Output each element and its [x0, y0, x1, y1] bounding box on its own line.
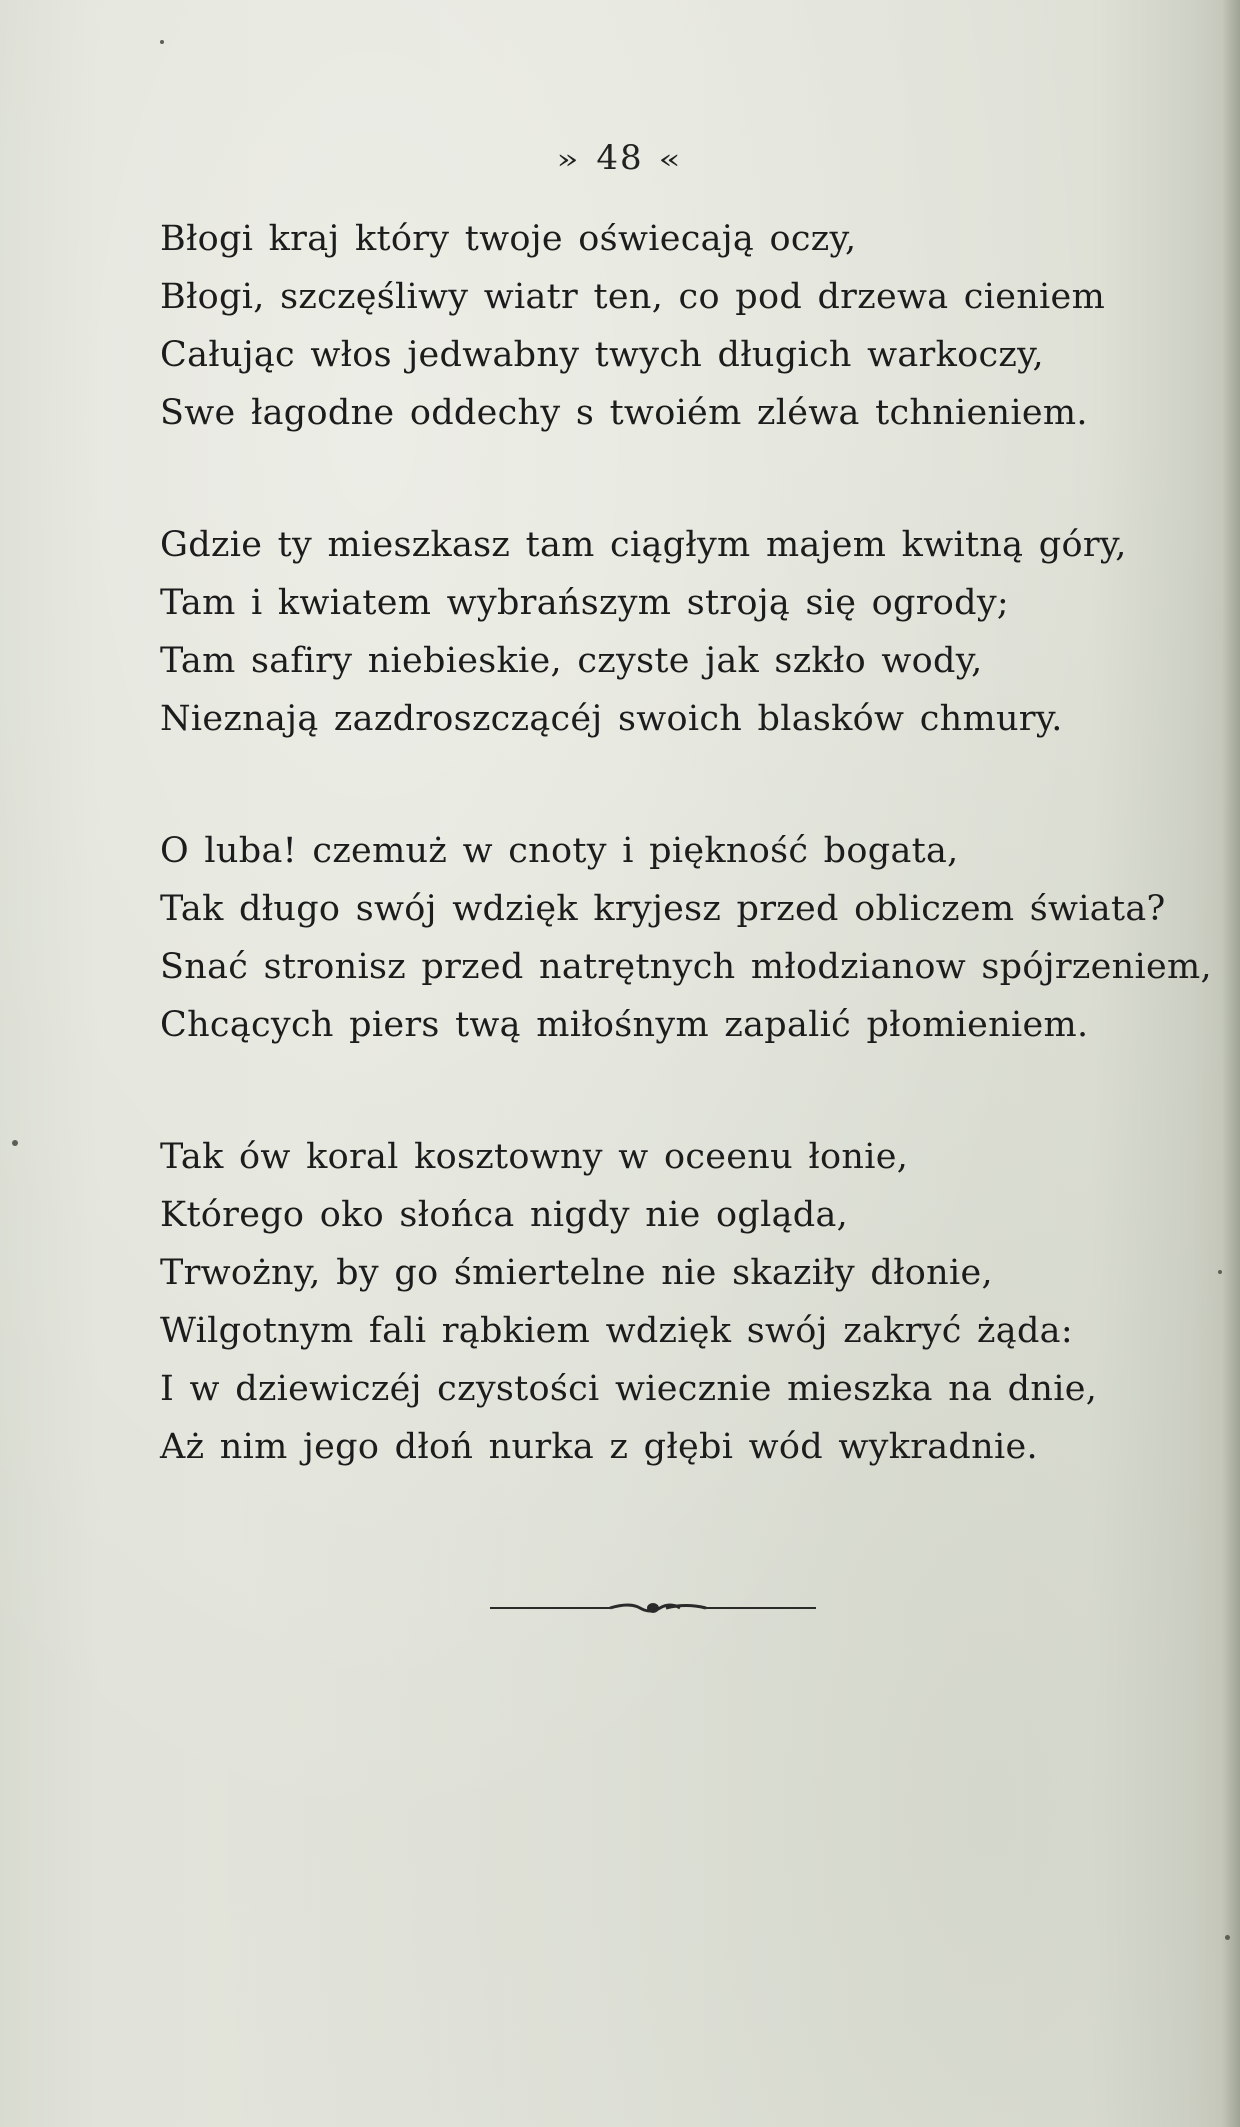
- ornament-left: »: [556, 145, 582, 175]
- verse-line: Błogi, szczęśliwy wiatr ten, co pod drzewa cieniem: [160, 277, 1106, 317]
- page-edge-shadow: [1222, 0, 1240, 2127]
- verse-line: Całując włos jedwabny twych długich warkoczy,: [160, 335, 1044, 375]
- paper-speck: [1225, 1935, 1230, 1940]
- verse-line: Wilgotnym fali rąbkiem wdzięk swój zakryć żąda:: [160, 1311, 1073, 1351]
- verse-line: O luba! czemuż w cnoty i piękność bogata,: [160, 831, 959, 871]
- verse-line: Snać stronisz przed natrętnych młodzianow spójrzeniem,: [160, 947, 1212, 987]
- page-number: 48: [596, 138, 644, 178]
- verse-line: Tam safiry niebieskie, czyste jak szkło wody,: [160, 641, 983, 681]
- stanza-1: [160, 210, 1180, 442]
- ornament-right: «: [658, 145, 684, 175]
- verse-line: Tak długo swój wdzięk kryjesz przed obliczem świata?: [160, 889, 1166, 929]
- verse-line: Błogi kraj który twoje oświecają oczy,: [160, 219, 857, 259]
- page-header: [0, 138, 1240, 178]
- verse-line: I w dziewiczéj czystości wiecznie mieszka na dnie,: [160, 1369, 1098, 1409]
- verse-line: Swe łagodne oddechy s twoiém zléwa tchnieniem.: [160, 393, 1088, 433]
- verse-line: Nieznają zazdroszczącéj swoich blasków chmury.: [160, 699, 1063, 739]
- verse-line: Aż nim jego dłoń nurka z głębi wód wykradnie.: [160, 1427, 1038, 1467]
- poem-body: [160, 210, 1212, 1550]
- paper-speck: [12, 1140, 18, 1146]
- verse-line: Którego oko słońca nigdy nie ogląda,: [160, 1195, 849, 1235]
- stanza-2: [160, 516, 1180, 748]
- verse-line: Tam i kwiatem wybrańszym stroją się ogrody;: [160, 583, 1010, 623]
- paper-speck: [160, 40, 164, 44]
- verse-line: Trwożny, by go śmiertelne nie skaziły dłonie,: [160, 1253, 993, 1293]
- stanza-3: [160, 822, 1212, 1054]
- verse-line: Tak ów koral kosztowny w oceenu łonie,: [160, 1137, 909, 1177]
- paper-speck: [1218, 1270, 1222, 1274]
- verse-line: Gdzie ty mieszkasz tam ciągłym majem kwitną góry,: [160, 525, 1127, 565]
- stanza-4: [160, 1128, 1180, 1476]
- ornamental-divider: [490, 1600, 816, 1616]
- verse-line: Chcących piers twą miłośnym zapalić płomieniem.: [160, 1005, 1089, 1045]
